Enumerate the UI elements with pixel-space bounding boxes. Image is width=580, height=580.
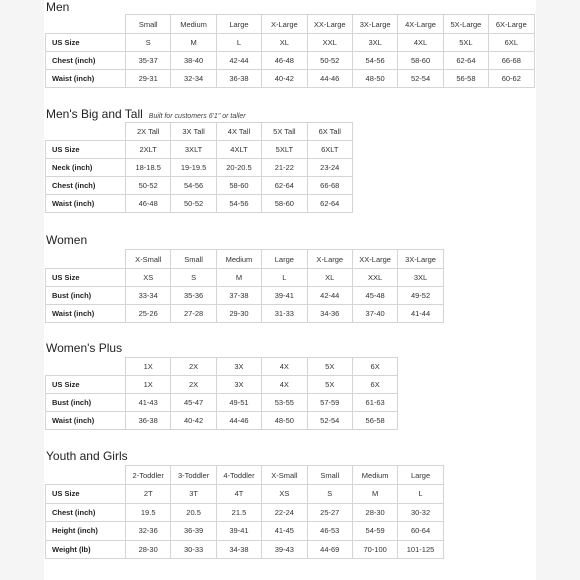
column-header: 3X-Large (398, 250, 443, 269)
table-cell: 32-34 (171, 70, 216, 88)
table-cell: 66-68 (489, 52, 534, 70)
table-cell: 36-38 (126, 412, 171, 430)
column-header: 4X-Large (398, 15, 443, 34)
table-cell: 57-59 (307, 394, 352, 412)
table-cell: XL (307, 269, 352, 287)
table-cell: 62-64 (262, 177, 307, 195)
table-cell: 36-38 (216, 70, 261, 88)
table-cell: 2T (126, 485, 171, 504)
section-title-mens-big-and-tall: Men's Big and Tall Built for customers 6'1" or taller (46, 107, 246, 121)
table-cell: 49-51 (216, 394, 261, 412)
table-row (46, 141, 353, 159)
table-cell: 3XL (398, 269, 443, 287)
left-margin (0, 0, 44, 580)
table-cell: 41-44 (398, 305, 443, 323)
table-cell: 23-24 (307, 159, 352, 177)
column-header: 6X-Large (489, 15, 534, 34)
header-corner-cell (46, 123, 126, 141)
table-cell: 34-36 (307, 305, 352, 323)
row-label: Chest (inch) (46, 177, 126, 195)
table-cell: 46-48 (126, 195, 171, 213)
table-row (46, 485, 444, 504)
table-cell: M (352, 485, 397, 504)
row-label: Waist (inch) (46, 195, 126, 213)
table-cell: 31-33 (262, 305, 307, 323)
row-label: Chest (inch) (46, 503, 126, 522)
column-header: 2X Tall (126, 123, 171, 141)
table-cell: 41-43 (126, 394, 171, 412)
table-cell: 25-26 (126, 305, 171, 323)
table-cell: 44-69 (307, 540, 352, 559)
table-cell: 34-38 (216, 540, 261, 559)
table-cell: 61-63 (352, 394, 397, 412)
column-header: Large (216, 15, 261, 34)
table-cell: L (398, 485, 443, 504)
table-cell: 60-62 (489, 70, 534, 88)
row-label: US Size (46, 269, 126, 287)
table-cell: S (171, 269, 216, 287)
table-cell: 4XLT (216, 141, 261, 159)
table-cell: 19-19.5 (171, 159, 216, 177)
section-title-women: Women (46, 233, 88, 247)
table-row (46, 376, 398, 394)
table-cell: 39-41 (216, 522, 261, 541)
column-header: Small (171, 250, 216, 269)
size-table-womens-plus (45, 357, 398, 430)
table-cell: 56-58 (352, 412, 397, 430)
table-cell: 48-50 (262, 412, 307, 430)
table-cell: 5XL (443, 34, 488, 52)
section-subtitle: Built for customers 6'1" or taller (148, 113, 246, 120)
column-header: X-Large (307, 250, 352, 269)
table-cell: 50-52 (126, 177, 171, 195)
table-cell: 3XLT (171, 141, 216, 159)
column-header: 5X Tall (262, 123, 307, 141)
table-row (46, 70, 535, 88)
table-header-row (46, 15, 535, 34)
table-cell: 62-64 (443, 52, 488, 70)
table-cell: 33-34 (126, 287, 171, 305)
column-header: 3X (216, 358, 261, 376)
table-cell: 30-32 (398, 503, 443, 522)
column-header: X-Small (126, 250, 171, 269)
column-header: XX-Large (352, 250, 397, 269)
table-cell: 42-44 (216, 52, 261, 70)
table-header-row (46, 466, 444, 485)
table-cell: 27-28 (171, 305, 216, 323)
table-cell: 52-54 (398, 70, 443, 88)
table-cell: XS (126, 269, 171, 287)
column-header: X-Large (262, 15, 307, 34)
table-row (46, 195, 353, 213)
column-header: XX-Large (307, 15, 352, 34)
table-cell: L (262, 269, 307, 287)
table-cell: 37-38 (216, 287, 261, 305)
column-header: 4X Tall (216, 123, 261, 141)
table-cell: 22-24 (262, 503, 307, 522)
table-cell: 44-46 (216, 412, 261, 430)
column-header: Small (307, 466, 352, 485)
row-label: Chest (inch) (46, 52, 126, 70)
table-cell: 4XL (398, 34, 443, 52)
table-cell: 37-40 (352, 305, 397, 323)
column-header: X-Small (262, 466, 307, 485)
table-cell: 32-36 (126, 522, 171, 541)
column-header: 1X (126, 358, 171, 376)
table-cell: XXL (307, 34, 352, 52)
table-cell: 50-52 (171, 195, 216, 213)
table-cell: 53-55 (262, 394, 307, 412)
table-cell: 20-20.5 (216, 159, 261, 177)
table-cell: 56-58 (443, 70, 488, 88)
size-table-men (45, 14, 535, 88)
section-title-womens-plus: Women's Plus (46, 341, 123, 355)
column-header: 5X (307, 358, 352, 376)
row-label: Waist (inch) (46, 70, 126, 88)
table-cell: 3XL (352, 34, 397, 52)
table-cell: 45-47 (171, 394, 216, 412)
table-cell: 3T (171, 485, 216, 504)
table-cell: 36-39 (171, 522, 216, 541)
table-row (46, 177, 353, 195)
table-cell: 50-52 (307, 52, 352, 70)
table-cell: 58-60 (398, 52, 443, 70)
table-row (46, 287, 444, 305)
table-row (46, 305, 444, 323)
table-cell: 42-44 (307, 287, 352, 305)
table-cell: 46-53 (307, 522, 352, 541)
table-cell: 66-68 (307, 177, 352, 195)
column-header: 2-Toddler (126, 466, 171, 485)
section-title-youth-and-girls: Youth and Girls (46, 449, 128, 463)
row-label: Waist (inch) (46, 412, 126, 430)
table-cell: 3X (216, 376, 261, 394)
header-corner-cell (46, 250, 126, 269)
column-header: 4X (262, 358, 307, 376)
table-cell: 35-36 (171, 287, 216, 305)
table-cell: 54-56 (352, 52, 397, 70)
row-label: US Size (46, 485, 126, 504)
table-cell: 39-41 (262, 287, 307, 305)
table-cell: 39-43 (262, 540, 307, 559)
table-cell: 4T (216, 485, 261, 504)
table-cell: S (307, 485, 352, 504)
table-row (46, 394, 398, 412)
column-header: 3-Toddler (171, 466, 216, 485)
table-cell: 41-45 (262, 522, 307, 541)
table-header-row (46, 123, 353, 141)
header-corner-cell (46, 466, 126, 485)
table-cell: 52-54 (307, 412, 352, 430)
header-corner-cell (46, 15, 126, 34)
column-header: Medium (216, 250, 261, 269)
table-row (46, 503, 444, 522)
column-header: 6X Tall (307, 123, 352, 141)
table-cell: 38-40 (171, 52, 216, 70)
table-cell: 19.5 (126, 503, 171, 522)
table-cell: 1X (126, 376, 171, 394)
table-cell: XS (262, 485, 307, 504)
column-header: Large (262, 250, 307, 269)
table-cell: 101-125 (398, 540, 443, 559)
column-header: 5X-Large (443, 15, 488, 34)
table-cell: 5X (307, 376, 352, 394)
table-cell: 25-27 (307, 503, 352, 522)
table-cell: 54-56 (216, 195, 261, 213)
table-cell: 40-42 (171, 412, 216, 430)
size-table-mens-big-and-tall (45, 122, 353, 213)
table-cell: 2X (171, 376, 216, 394)
table-header-row (46, 250, 444, 269)
table-cell: 60-64 (398, 522, 443, 541)
table-cell: 21-22 (262, 159, 307, 177)
table-cell: 44-46 (307, 70, 352, 88)
table-cell: 4X (262, 376, 307, 394)
table-cell: 2XLT (126, 141, 171, 159)
table-cell: 29-31 (126, 70, 171, 88)
size-table-youth-and-girls (45, 465, 444, 559)
column-header: 3X Tall (171, 123, 216, 141)
table-cell: 35-37 (126, 52, 171, 70)
table-row (46, 412, 398, 430)
table-cell: S (126, 34, 171, 52)
row-label: Bust (inch) (46, 287, 126, 305)
table-cell: 18-18.5 (126, 159, 171, 177)
table-cell: 6X (352, 376, 397, 394)
table-cell: 21.5 (216, 503, 261, 522)
table-row (46, 34, 535, 52)
table-cell: 28-30 (352, 503, 397, 522)
column-header: 4-Toddler (216, 466, 261, 485)
table-cell: 58-60 (216, 177, 261, 195)
table-row (46, 540, 444, 559)
table-cell: 54-59 (352, 522, 397, 541)
table-row (46, 52, 535, 70)
column-header: Small (126, 15, 171, 34)
table-cell: 40-42 (262, 70, 307, 88)
table-cell: 70-100 (352, 540, 397, 559)
table-cell: L (216, 34, 261, 52)
row-label: Bust (inch) (46, 394, 126, 412)
header-corner-cell (46, 358, 126, 376)
row-label: Height (inch) (46, 522, 126, 541)
table-cell: M (216, 269, 261, 287)
table-cell: 29-30 (216, 305, 261, 323)
column-header: Medium (352, 466, 397, 485)
section-title-men: Men (46, 0, 70, 14)
column-header: 2X (171, 358, 216, 376)
row-label: US Size (46, 376, 126, 394)
row-label: US Size (46, 34, 126, 52)
table-cell: XL (262, 34, 307, 52)
row-label: US Size (46, 141, 126, 159)
table-cell: 54-56 (171, 177, 216, 195)
table-cell: 6XLT (307, 141, 352, 159)
row-label: Weight (lb) (46, 540, 126, 559)
table-cell: 5XLT (262, 141, 307, 159)
table-cell: 30-33 (171, 540, 216, 559)
table-cell: 49-52 (398, 287, 443, 305)
right-margin (536, 0, 580, 580)
table-cell: M (171, 34, 216, 52)
column-header: 6X (352, 358, 397, 376)
table-cell: 58-60 (262, 195, 307, 213)
column-header: Large (398, 466, 443, 485)
table-cell: 48-50 (352, 70, 397, 88)
table-row (46, 159, 353, 177)
column-header: Medium (171, 15, 216, 34)
table-row (46, 522, 444, 541)
table-cell: XXL (352, 269, 397, 287)
table-cell: 20.5 (171, 503, 216, 522)
table-cell: 46-48 (262, 52, 307, 70)
row-label: Neck (inch) (46, 159, 126, 177)
table-cell: 6XL (489, 34, 534, 52)
table-row (46, 269, 444, 287)
table-cell: 28-30 (126, 540, 171, 559)
table-header-row (46, 358, 398, 376)
size-table-women (45, 249, 444, 323)
row-label: Waist (inch) (46, 305, 126, 323)
table-cell: 45-48 (352, 287, 397, 305)
column-header: 3X-Large (352, 15, 397, 34)
table-cell: 62-64 (307, 195, 352, 213)
